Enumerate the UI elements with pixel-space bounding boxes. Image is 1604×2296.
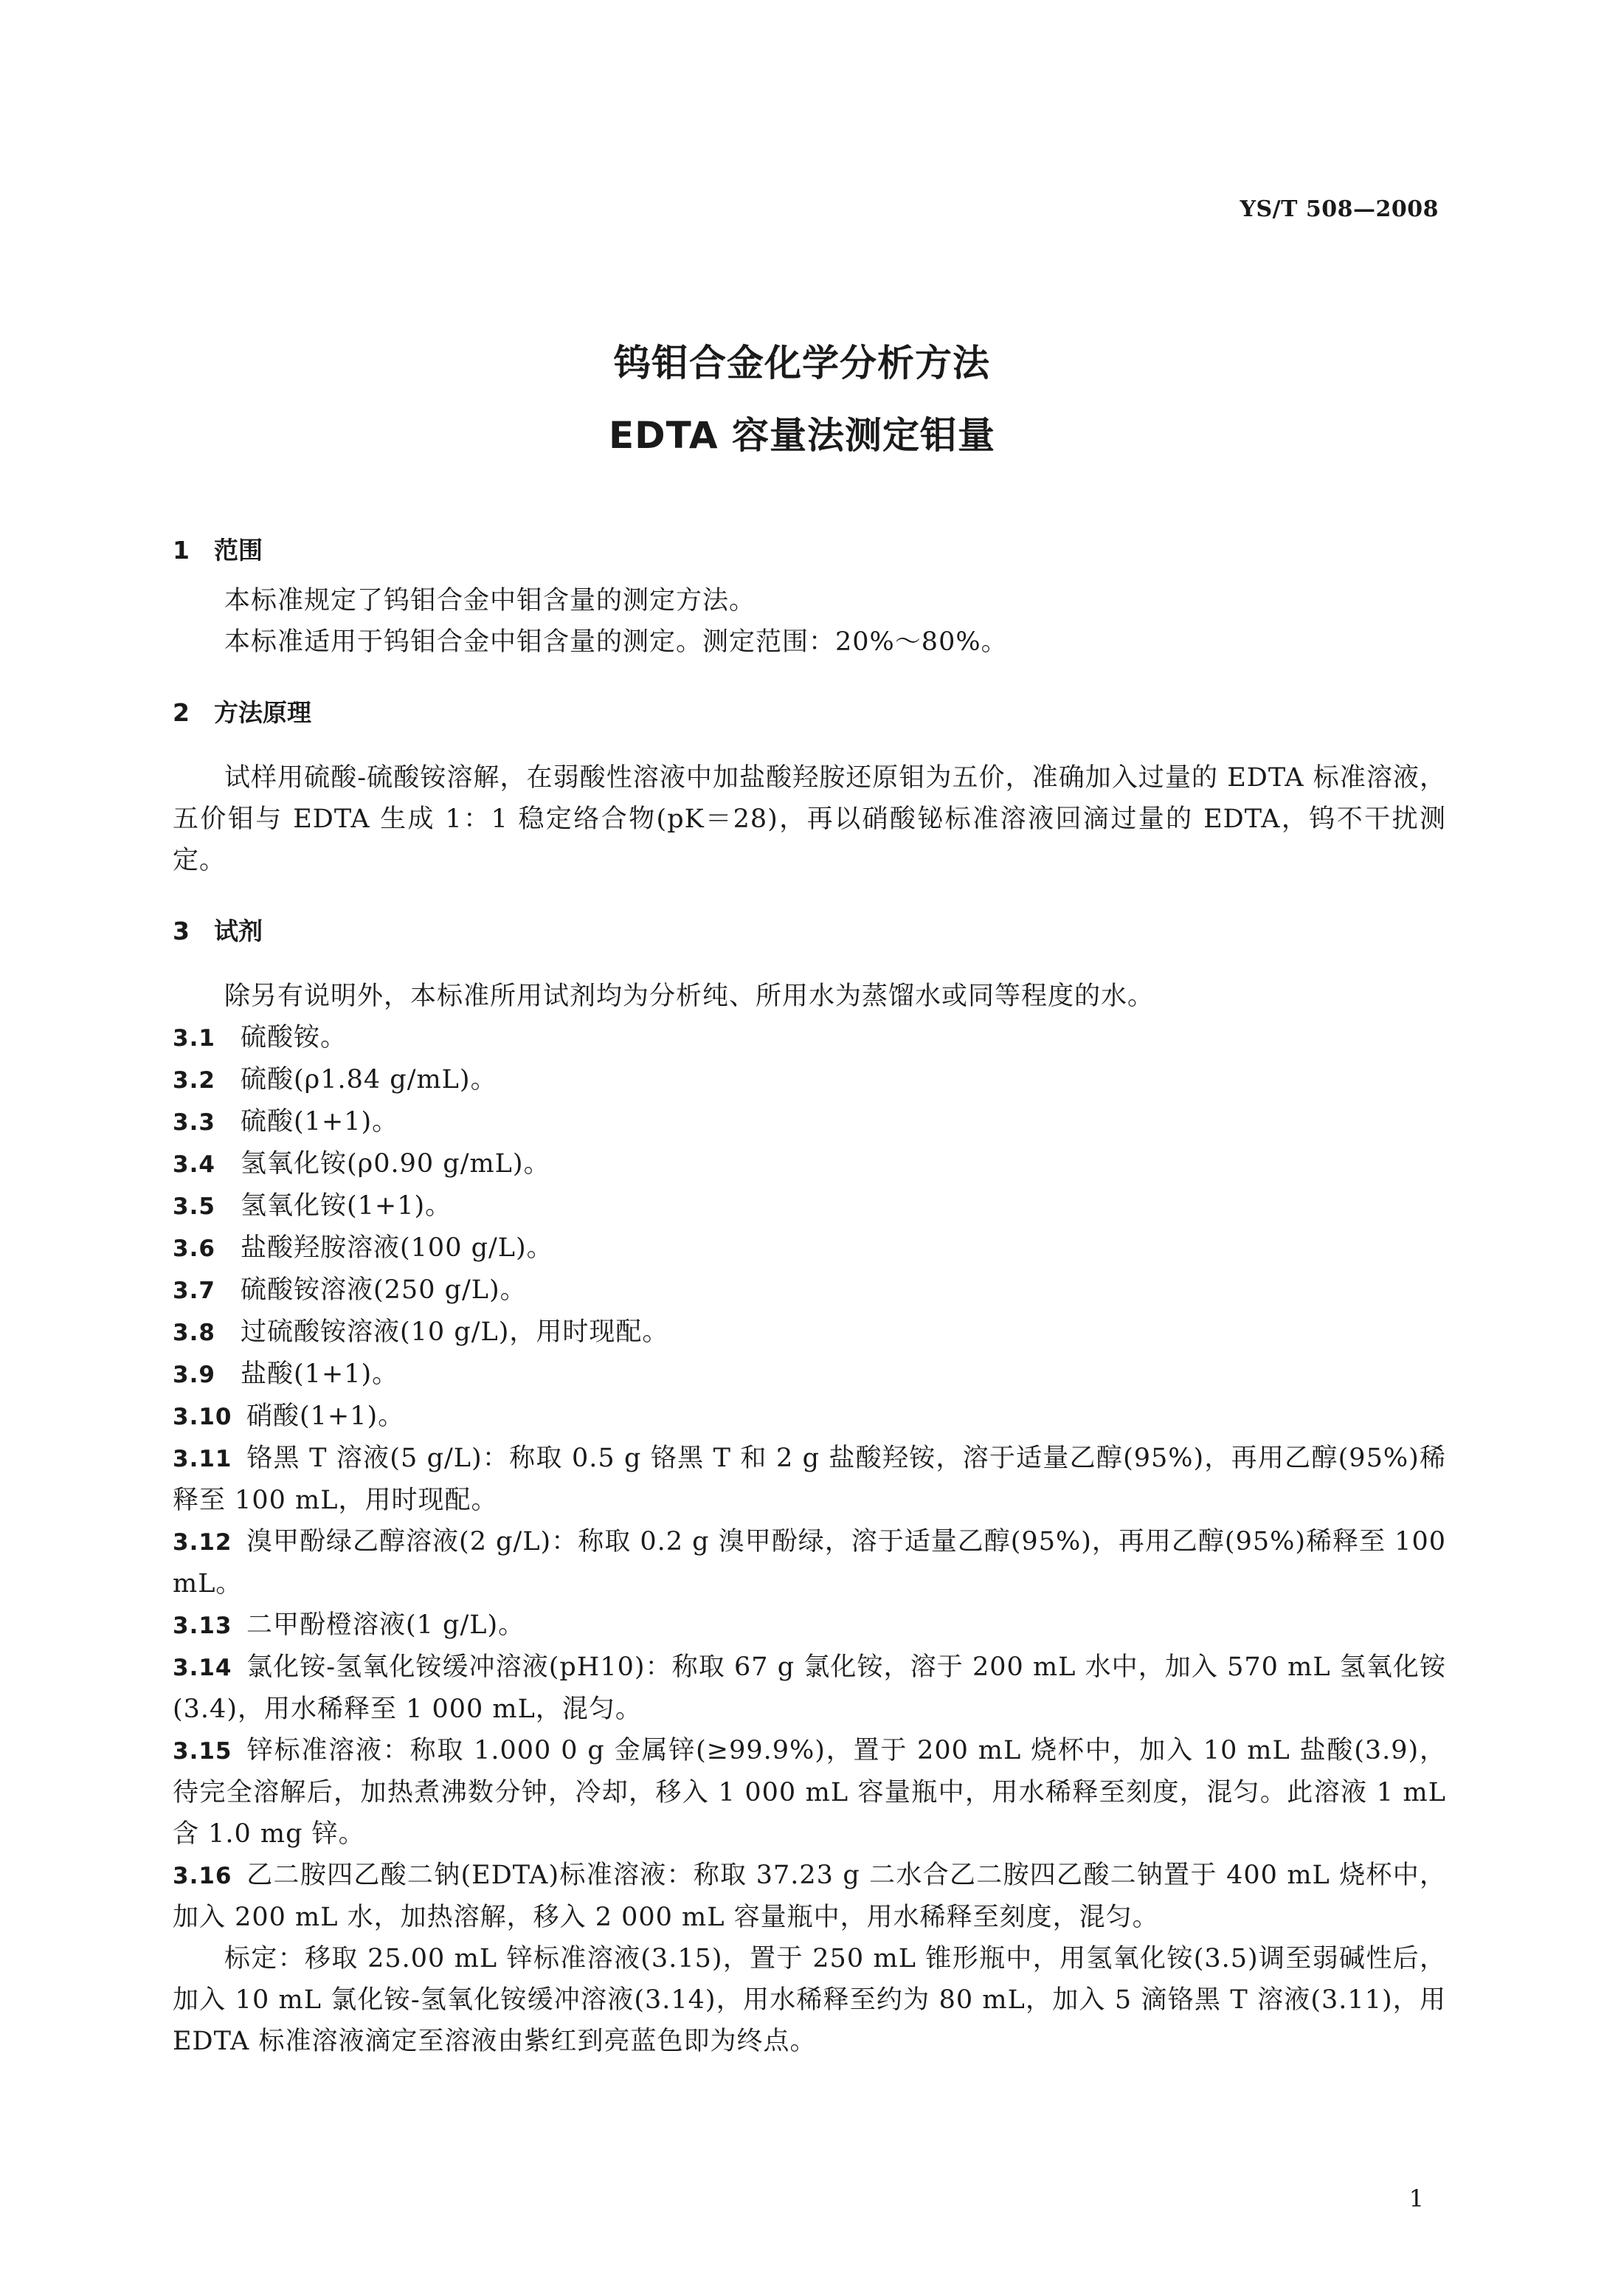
title-line-2: EDTA 容量法测定钼量 bbox=[609, 414, 995, 457]
list-item: 3.1 硫酸铵。 bbox=[173, 1023, 348, 1052]
list-item: 3.8 过硫酸铵溶液(10 g/L)，用时现配。 bbox=[173, 1317, 669, 1347]
paragraph: 本标准规定了钨钼合金中钼含量的测定方法。 bbox=[224, 586, 756, 616]
paragraph: 试样用硫酸-硫酸铵溶解，在弱酸性溶液中加盐酸羟胺还原钼为五价，准确加入过量的 EDTA 标准溶液，五价钼与 EDTA 生成 1：1 稳定络合物(pK＝28)，再以硝酸铋标准溶液回滴过量的 EDTA，钨不干扰测定。 bbox=[173, 763, 1446, 875]
list-item: 3.7 硫酸铵溶液(250 g/L)。 bbox=[173, 1275, 527, 1305]
list-item: 3.16 乙二胺四乙酸二钠(EDTA)标准溶液：称取 37.23 g 二水合乙二胺四乙酸二钠置于 400 mL 烧杯中，加入 200 mL 水，加热溶解，移入 2 000 mL 容量瓶中，用水稀释至刻度，混匀。 bbox=[173, 1861, 1446, 1932]
list-item: 3.6 盐酸羟胺溶液(100 g/L)。 bbox=[173, 1233, 553, 1263]
section-3-heading bbox=[173, 917, 1446, 946]
standard-code: YS/T 508—2008 bbox=[1240, 196, 1439, 222]
section-title: 范围 bbox=[214, 536, 263, 565]
list-item: 3.9 盐酸(1+1)。 bbox=[173, 1359, 399, 1389]
list-item: 3.14 氯化铵-氢氧化铵缓冲溶液(pH10)：称取 67 g 氯化铵，溶于 200 mL 水中，加入 570 mL 氢氧化铵(3.4)，用水稀释至 1 000 mL，混匀。 bbox=[173, 1652, 1446, 1724]
title-line-1: 钨钼合金化学分析方法 bbox=[614, 342, 990, 385]
list-item: 3.5 氢氧化铵(1+1)。 bbox=[173, 1191, 452, 1221]
list-item: 3.2 硫酸(ρ1.84 g/mL)。 bbox=[173, 1065, 497, 1094]
page-number: 1 bbox=[1408, 2185, 1424, 2213]
section-number: 1 bbox=[173, 536, 190, 565]
list-item: 3.13 二甲酚橙溶液(1 g/L)。 bbox=[173, 1610, 525, 1640]
calibration-paragraph: 标定：移取 25.00 mL 锌标准溶液(3.15)，置于 250 mL 锥形瓶中，用氢氧化铵(3.5)调至弱碱性后，加入 10 mL 氯化铵-氢氧化铵缓冲溶液(3.14)，用水稀释至约为 80 mL，加入 5 滴铬黑 T 溶液(3.11)，用 EDTA 标准溶液滴定至溶液由紫红到亮蓝色即为终点。 bbox=[173, 1944, 1446, 2056]
list-item: 3.11 铬黑 T 溶液(5 g/L)：称取 0.5 g 铬黑 T 和 2 g 盐酸羟铵，溶于适量乙醇(95%)，再用乙醇(95%)稀释至 100 mL，用时现配。 bbox=[173, 1444, 1446, 1515]
paragraph: 除另有说明外，本标准所用试剂均为分析纯、所用水为蒸馏水或同等程度的水。 bbox=[224, 982, 1155, 1011]
section-title: 试剂 bbox=[214, 917, 263, 945]
list-item: 3.15 锌标准溶液：称取 1.000 0 g 金属锌(≥99.9%)，置于 200 mL 烧杯中，加入 10 mL 盐酸(3.9)，待完全溶解后，加热煮沸数分钟，冷却，移入 1 000 mL 容量瓶中，用水稀释至刻度，混匀。此溶液 1 mL 含 1.0 mg 锌。 bbox=[173, 1736, 1446, 1849]
section-title: 方法原理 bbox=[214, 698, 311, 727]
section-2-heading bbox=[173, 698, 1446, 728]
list-item: 3.4 氢氧化铵(ρ0.90 g/mL)。 bbox=[173, 1149, 550, 1179]
list-item: 3.3 硫酸(1+1)。 bbox=[173, 1107, 399, 1137]
list-item: 3.10 硝酸(1+1)。 bbox=[173, 1402, 405, 1431]
section-number: 3 bbox=[173, 917, 190, 945]
section-number: 2 bbox=[173, 698, 190, 727]
paragraph: 本标准适用于钨钼合金中钼含量的测定。测定范围：20%～80%。 bbox=[224, 627, 1008, 657]
document-body bbox=[173, 536, 1446, 2062]
section-1-heading bbox=[173, 536, 1446, 565]
list-item: 3.12 溴甲酚绿乙醇溶液(2 g/L)：称取 0.2 g 溴甲酚绿，溶于适量乙醇(95%)，再用乙醇(95%)稀释至 100 mL。 bbox=[173, 1527, 1446, 1599]
